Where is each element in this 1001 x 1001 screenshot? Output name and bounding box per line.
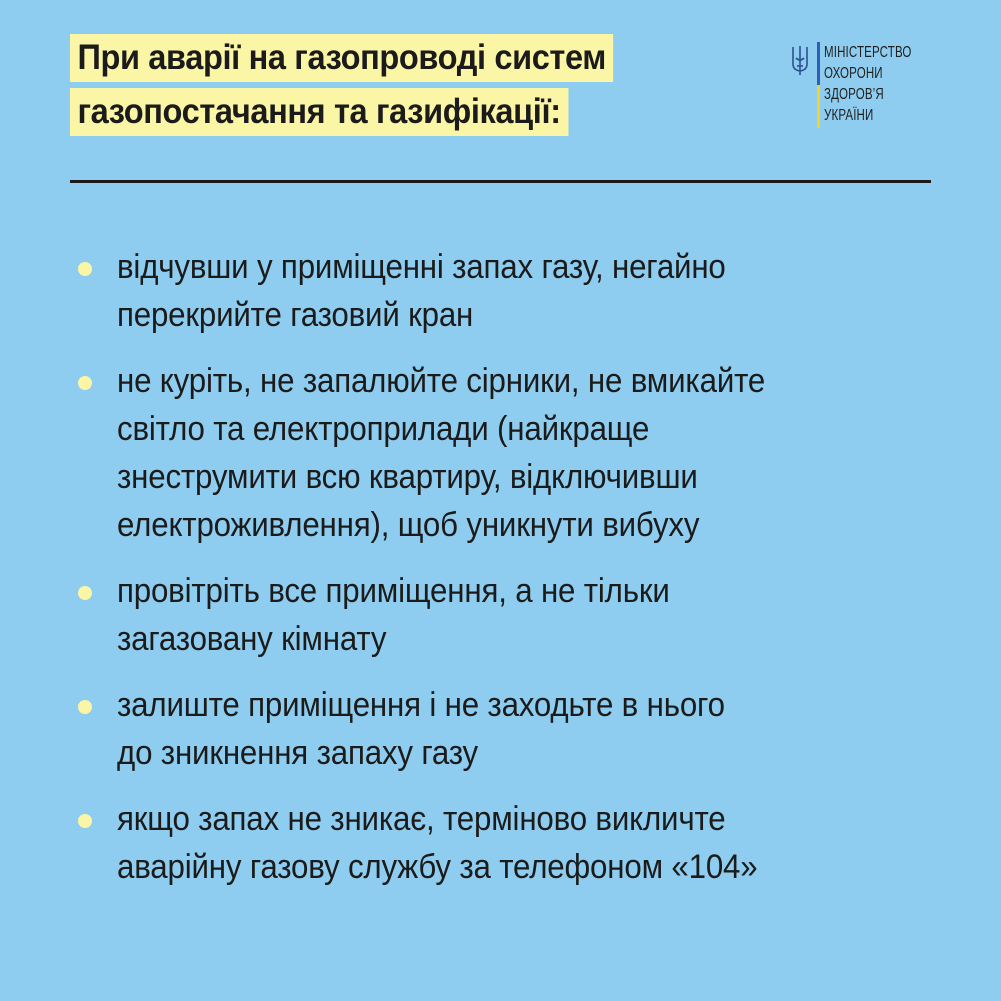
list-item-text: якщо запах не зникає, терміново викличте аварійну газову службу за телефоном «104» <box>117 800 758 886</box>
title-line-2: газопостачання та газифікації: <box>70 88 568 136</box>
logo-color-bar <box>817 42 820 128</box>
list-item-text: не куріть, не запалюйте сірники, не вмикайте світло та електроприлади (найкраще знеструмити всю квартиру, відключивши електроживлення), щоб уникнути вибуху <box>117 362 766 544</box>
bullet-icon <box>78 586 92 600</box>
logo-line-2: ОХОРОНИ <box>824 65 883 82</box>
list-item-text: провітріть все приміщення, а не тільки загазовану кімнату <box>117 572 670 658</box>
logo-text <box>824 42 912 126</box>
logo-line-4: УКРАЇНИ <box>824 107 874 124</box>
list-item <box>70 681 950 777</box>
title-line-1: При аварії на газопроводі систем <box>70 34 613 82</box>
ministry-logo <box>790 42 950 132</box>
bullet-icon <box>78 814 92 828</box>
bullet-icon <box>78 700 92 714</box>
list-item-text: залиште приміщення і не заходьте в нього до зникнення запаху газу <box>117 686 725 772</box>
list-item-text: відчувши у приміщенні запах газу, негайно перекрийте газовий кран <box>117 248 726 334</box>
advice-list <box>70 243 950 891</box>
divider <box>70 180 931 183</box>
list-item <box>70 795 950 891</box>
list-item <box>70 243 950 339</box>
logo-line-3: ЗДОРОВ’Я <box>824 86 884 103</box>
list-item <box>70 357 950 549</box>
list-item <box>70 567 950 663</box>
page-title <box>70 34 770 142</box>
logo-line-1: МІНІСТЕРСТВО <box>824 44 912 61</box>
bullet-icon <box>78 376 92 390</box>
bullet-icon <box>78 262 92 276</box>
trident-icon <box>790 44 810 76</box>
